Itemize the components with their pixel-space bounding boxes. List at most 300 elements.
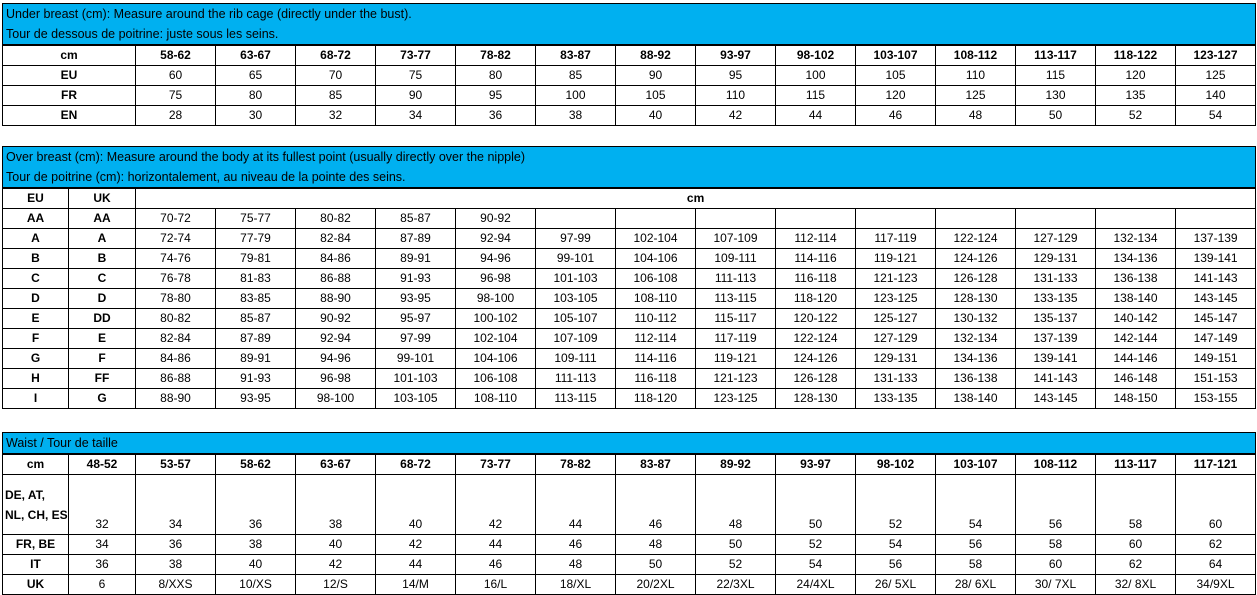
size-value: 60 <box>1016 555 1096 575</box>
range-value: 92-94 <box>456 229 536 249</box>
size-value: 62 <box>1096 555 1176 575</box>
size-header: 123-127 <box>1176 46 1256 66</box>
waist-row <box>3 575 1256 595</box>
over-breast-row <box>3 369 1256 389</box>
uk-cup: F <box>69 349 136 369</box>
size-value: 115 <box>1016 66 1096 86</box>
size-value: 90 <box>376 86 456 106</box>
size-value: 28/ 6XL <box>936 575 1016 595</box>
size-value: 22/3XL <box>696 575 776 595</box>
size-value: 115 <box>776 86 856 106</box>
range-value: 148-150 <box>1096 389 1176 409</box>
range-value: 142-144 <box>1096 329 1176 349</box>
range-value: 114-116 <box>776 249 856 269</box>
range-value: 104-106 <box>616 249 696 269</box>
size-value: 20/2XL <box>616 575 696 595</box>
over-breast-row <box>3 309 1256 329</box>
range-value <box>1096 209 1176 229</box>
range-value: 123-125 <box>856 289 936 309</box>
range-value: 102-104 <box>616 229 696 249</box>
size-value: 80 <box>456 66 536 86</box>
size-header: 68-72 <box>376 455 456 475</box>
size-value: 70 <box>296 66 376 86</box>
eu-cup: G <box>3 349 69 369</box>
range-value: 93-95 <box>216 389 296 409</box>
size-value: 34 <box>376 106 456 126</box>
range-value: 143-145 <box>1176 289 1256 309</box>
range-value: 100-102 <box>456 309 536 329</box>
range-value: 145-147 <box>1176 309 1256 329</box>
range-value: 82-84 <box>296 229 376 249</box>
size-value: 42 <box>456 475 536 535</box>
range-value <box>856 209 936 229</box>
size-value: 54 <box>776 555 856 575</box>
size-value: 85 <box>296 86 376 106</box>
range-value: 89-91 <box>216 349 296 369</box>
range-value: 127-129 <box>856 329 936 349</box>
range-value: 138-140 <box>1096 289 1176 309</box>
range-value: 86-88 <box>136 369 216 389</box>
range-value: 108-110 <box>616 289 696 309</box>
size-value: 14/M <box>376 575 456 595</box>
size-value: 95 <box>456 86 536 106</box>
header-uk: UK <box>69 189 136 209</box>
size-value: 52 <box>776 535 856 555</box>
under-breast-table <box>2 45 1256 126</box>
size-value: 105 <box>616 86 696 106</box>
range-value: 94-96 <box>456 249 536 269</box>
range-value: 89-91 <box>376 249 456 269</box>
row-label-de-line1: DE, AT, <box>5 487 46 502</box>
range-value: 126-128 <box>776 369 856 389</box>
range-value: 92-94 <box>296 329 376 349</box>
range-value: 141-143 <box>1016 369 1096 389</box>
range-value: 90-92 <box>456 209 536 229</box>
range-value: 117-119 <box>696 329 776 349</box>
size-value: 40 <box>296 535 376 555</box>
size-value: 56 <box>1016 475 1096 535</box>
size-header: 83-87 <box>536 46 616 66</box>
range-value: 75-77 <box>216 209 296 229</box>
row-label: EU <box>3 66 136 86</box>
range-value: 84-86 <box>136 349 216 369</box>
range-value: 101-103 <box>536 269 616 289</box>
range-value: 113-115 <box>696 289 776 309</box>
row-label: EN <box>3 106 136 126</box>
uk-cup: FF <box>69 369 136 389</box>
range-value: 96-98 <box>296 369 376 389</box>
size-value: 110 <box>696 86 776 106</box>
over-breast-banner <box>2 146 1256 188</box>
size-header: 113-117 <box>1016 46 1096 66</box>
range-value: 149-151 <box>1176 349 1256 369</box>
under-breast-row <box>3 66 1256 86</box>
size-value: 58 <box>1096 475 1176 535</box>
size-header: 108-112 <box>1016 455 1096 475</box>
uk-cup: AA <box>69 209 136 229</box>
size-value: 34 <box>69 535 136 555</box>
size-value: 32 <box>69 475 136 535</box>
size-value: 38 <box>536 106 616 126</box>
range-value: 116-118 <box>776 269 856 289</box>
waist-row <box>3 555 1256 575</box>
size-header: 73-77 <box>456 455 536 475</box>
row-label: cm <box>3 455 69 475</box>
size-value: 58 <box>936 555 1016 575</box>
range-value: 85-87 <box>376 209 456 229</box>
size-header: 113-117 <box>1096 455 1176 475</box>
range-value: 133-135 <box>1016 289 1096 309</box>
size-value: 58 <box>1016 535 1096 555</box>
eu-cup: E <box>3 309 69 329</box>
range-value: 130-132 <box>936 309 1016 329</box>
range-value: 108-110 <box>456 389 536 409</box>
size-value: 60 <box>1176 475 1256 535</box>
size-value: 10/XS <box>216 575 296 595</box>
range-value: 94-96 <box>296 349 376 369</box>
range-value <box>1016 209 1096 229</box>
uk-cup: A <box>69 229 136 249</box>
range-value: 140-142 <box>1096 309 1176 329</box>
size-value: 95 <box>696 66 776 86</box>
size-header: 78-82 <box>456 46 536 66</box>
over-breast-row <box>3 389 1256 409</box>
uk-cup: DD <box>69 309 136 329</box>
size-value: 46 <box>456 555 536 575</box>
range-value: 139-141 <box>1176 249 1256 269</box>
size-value: 32 <box>296 106 376 126</box>
row-label-de-line2: NL, CH, ES <box>5 507 68 522</box>
over-breast-row <box>3 349 1256 369</box>
header-eu: EU <box>3 189 69 209</box>
size-value: 54 <box>936 475 1016 535</box>
eu-cup: C <box>3 269 69 289</box>
size-value: 65 <box>216 66 296 86</box>
waist-de-row <box>3 475 1256 535</box>
range-value: 97-99 <box>536 229 616 249</box>
size-value: 8/XXS <box>136 575 216 595</box>
size-value: 36 <box>136 535 216 555</box>
range-value: 120-122 <box>776 309 856 329</box>
range-value: 101-103 <box>376 369 456 389</box>
eu-cup: B <box>3 249 69 269</box>
range-value: 80-82 <box>136 309 216 329</box>
size-header: 88-92 <box>616 46 696 66</box>
size-value: 52 <box>1096 106 1176 126</box>
range-value: 102-104 <box>456 329 536 349</box>
size-value: 56 <box>856 555 936 575</box>
waist-header-row <box>3 455 1256 475</box>
size-value: 26/ 5XL <box>856 575 936 595</box>
size-value: 36 <box>216 475 296 535</box>
size-value: 125 <box>1176 66 1256 86</box>
range-value: 138-140 <box>936 389 1016 409</box>
under-breast-title-fr: Tour de dessous de poitrine: juste sous les seins. <box>6 27 279 41</box>
under-breast-title-en: Under breast (cm): Measure around the rib cage (directly under the bust). <box>6 7 412 21</box>
range-value: 106-108 <box>616 269 696 289</box>
under-breast-banner <box>2 3 1256 45</box>
waist-row <box>3 535 1256 555</box>
size-value: 36 <box>69 555 136 575</box>
range-value: 122-124 <box>776 329 856 349</box>
range-value: 87-89 <box>376 229 456 249</box>
size-value: 50 <box>1016 106 1096 126</box>
size-value: 80 <box>216 86 296 106</box>
range-value: 128-130 <box>936 289 1016 309</box>
range-value: 136-138 <box>936 369 1016 389</box>
waist-table <box>2 454 1256 595</box>
range-value: 111-113 <box>696 269 776 289</box>
range-value: 121-123 <box>696 369 776 389</box>
uk-cup: B <box>69 249 136 269</box>
size-value: 12/S <box>296 575 376 595</box>
size-header: 63-67 <box>296 455 376 475</box>
over-breast-title-fr: Tour de poitrine (cm): horizontalement, au niveau de la pointe des seins. <box>6 170 406 184</box>
under-breast-row <box>3 106 1256 126</box>
size-value: 130 <box>1016 86 1096 106</box>
size-value: 135 <box>1096 86 1176 106</box>
eu-cup: H <box>3 369 69 389</box>
size-value: 44 <box>536 475 616 535</box>
size-header: 68-72 <box>296 46 376 66</box>
size-value: 32/ 8XL <box>1096 575 1176 595</box>
range-value: 146-148 <box>1096 369 1176 389</box>
size-value: 110 <box>936 66 1016 86</box>
size-header: 103-107 <box>936 455 1016 475</box>
over-breast-row <box>3 329 1256 349</box>
range-value <box>616 209 696 229</box>
row-label: cm <box>3 46 136 66</box>
size-value: 48 <box>696 475 776 535</box>
range-value: 96-98 <box>456 269 536 289</box>
range-value: 85-87 <box>216 309 296 329</box>
size-value: 40 <box>376 475 456 535</box>
size-header: 63-67 <box>216 46 296 66</box>
row-label: IT <box>3 555 69 575</box>
over-breast-header-row <box>3 189 1256 209</box>
over-breast-table <box>2 188 1256 409</box>
uk-cup: G <box>69 389 136 409</box>
row-label: UK <box>3 575 69 595</box>
range-value: 153-155 <box>1176 389 1256 409</box>
size-value: 24/4XL <box>776 575 856 595</box>
size-header: 93-97 <box>776 455 856 475</box>
range-value: 86-88 <box>296 269 376 289</box>
size-value: 50 <box>616 555 696 575</box>
size-value: 38 <box>296 475 376 535</box>
size-header: 89-92 <box>696 455 776 475</box>
range-value: 115-117 <box>696 309 776 329</box>
size-value: 100 <box>776 66 856 86</box>
size-value: 34 <box>136 475 216 535</box>
size-header: 98-102 <box>856 455 936 475</box>
range-value: 78-80 <box>136 289 216 309</box>
range-value: 109-111 <box>536 349 616 369</box>
range-value: 133-135 <box>856 389 936 409</box>
range-value: 122-124 <box>936 229 1016 249</box>
range-value: 129-131 <box>1016 249 1096 269</box>
size-value: 38 <box>136 555 216 575</box>
range-value: 98-100 <box>456 289 536 309</box>
size-value: 56 <box>936 535 1016 555</box>
size-value: 40 <box>216 555 296 575</box>
range-value: 141-143 <box>1176 269 1256 289</box>
range-value: 129-131 <box>856 349 936 369</box>
size-header: 93-97 <box>696 46 776 66</box>
waist-banner <box>2 432 1256 454</box>
size-value: 75 <box>136 86 216 106</box>
over-breast-title-en: Over breast (cm): Measure around the body at its fullest point (usually directly over the nipple) <box>6 150 525 164</box>
size-value: 105 <box>856 66 936 86</box>
size-value: 44 <box>776 106 856 126</box>
range-value: 136-138 <box>1096 269 1176 289</box>
range-value <box>696 209 776 229</box>
range-value: 117-119 <box>856 229 936 249</box>
range-value: 135-137 <box>1016 309 1096 329</box>
over-breast-row <box>3 269 1256 289</box>
range-value: 81-83 <box>216 269 296 289</box>
range-value: 84-86 <box>296 249 376 269</box>
range-value: 127-129 <box>1016 229 1096 249</box>
range-value: 112-114 <box>776 229 856 249</box>
range-value: 143-145 <box>1016 389 1096 409</box>
range-value: 118-120 <box>776 289 856 309</box>
size-value: 46 <box>856 106 936 126</box>
row-label: FR, BE <box>3 535 69 555</box>
header-cm: cm <box>136 189 1256 209</box>
range-value: 79-81 <box>216 249 296 269</box>
size-value: 48 <box>536 555 616 575</box>
range-value: 103-105 <box>376 389 456 409</box>
range-value: 91-93 <box>376 269 456 289</box>
range-value: 103-105 <box>536 289 616 309</box>
range-value: 98-100 <box>296 389 376 409</box>
range-value: 70-72 <box>136 209 216 229</box>
range-value: 77-79 <box>216 229 296 249</box>
over-breast-row <box>3 229 1256 249</box>
range-value: 93-95 <box>376 289 456 309</box>
range-value: 97-99 <box>376 329 456 349</box>
range-value: 91-93 <box>216 369 296 389</box>
size-header: 73-77 <box>376 46 456 66</box>
size-value: 42 <box>696 106 776 126</box>
size-value: 62 <box>1176 535 1256 555</box>
range-value <box>536 209 616 229</box>
range-value: 95-97 <box>376 309 456 329</box>
size-value: 46 <box>536 535 616 555</box>
size-header: 118-122 <box>1096 46 1176 66</box>
range-value: 125-127 <box>856 309 936 329</box>
size-header: 48-52 <box>69 455 136 475</box>
size-value: 54 <box>856 535 936 555</box>
range-value: 121-123 <box>856 269 936 289</box>
range-value: 114-116 <box>616 349 696 369</box>
size-value: 120 <box>1096 66 1176 86</box>
size-value: 85 <box>536 66 616 86</box>
range-value: 72-74 <box>136 229 216 249</box>
size-value: 60 <box>136 66 216 86</box>
range-value: 116-118 <box>616 369 696 389</box>
size-value: 100 <box>536 86 616 106</box>
range-value: 118-120 <box>616 389 696 409</box>
size-header: 53-57 <box>136 455 216 475</box>
size-value: 36 <box>456 106 536 126</box>
size-value: 90 <box>616 66 696 86</box>
range-value: 131-133 <box>1016 269 1096 289</box>
range-value: 119-121 <box>696 349 776 369</box>
range-value: 126-128 <box>936 269 1016 289</box>
size-value: 140 <box>1176 86 1256 106</box>
size-value: 120 <box>856 86 936 106</box>
range-value: 144-146 <box>1096 349 1176 369</box>
size-value: 64 <box>1176 555 1256 575</box>
size-header: 58-62 <box>216 455 296 475</box>
uk-cup: D <box>69 289 136 309</box>
size-value: 16/L <box>456 575 536 595</box>
range-value: 132-134 <box>936 329 1016 349</box>
range-value: 119-121 <box>856 249 936 269</box>
size-header: 78-82 <box>536 455 616 475</box>
range-value: 99-101 <box>536 249 616 269</box>
range-value: 83-85 <box>216 289 296 309</box>
range-value: 134-136 <box>1096 249 1176 269</box>
eu-cup: AA <box>3 209 69 229</box>
size-value: 46 <box>616 475 696 535</box>
over-breast-row <box>3 209 1256 229</box>
size-value: 52 <box>856 475 936 535</box>
range-value <box>936 209 1016 229</box>
size-value: 44 <box>376 555 456 575</box>
range-value <box>1176 209 1256 229</box>
range-value <box>776 209 856 229</box>
range-value: 113-115 <box>536 389 616 409</box>
uk-cup: C <box>69 269 136 289</box>
range-value: 151-153 <box>1176 369 1256 389</box>
range-value: 88-90 <box>136 389 216 409</box>
range-value: 137-139 <box>1176 229 1256 249</box>
range-value: 106-108 <box>456 369 536 389</box>
eu-cup: D <box>3 289 69 309</box>
range-value: 134-136 <box>936 349 1016 369</box>
size-header: 58-62 <box>136 46 216 66</box>
size-value: 40 <box>616 106 696 126</box>
under-breast-section <box>2 3 1256 126</box>
size-header: 98-102 <box>776 46 856 66</box>
range-value: 107-109 <box>696 229 776 249</box>
size-value: 18/XL <box>536 575 616 595</box>
size-value: 42 <box>296 555 376 575</box>
range-value: 82-84 <box>136 329 216 349</box>
size-value: 60 <box>1096 535 1176 555</box>
range-value: 128-130 <box>776 389 856 409</box>
size-value: 54 <box>1176 106 1256 126</box>
eu-cup: I <box>3 389 69 409</box>
range-value: 104-106 <box>456 349 536 369</box>
size-value: 48 <box>616 535 696 555</box>
range-value: 105-107 <box>536 309 616 329</box>
range-value: 147-149 <box>1176 329 1256 349</box>
range-value: 88-90 <box>296 289 376 309</box>
size-header: 108-112 <box>936 46 1016 66</box>
size-header: 83-87 <box>616 455 696 475</box>
size-value: 42 <box>376 535 456 555</box>
size-value: 30/ 7XL <box>1016 575 1096 595</box>
size-value: 38 <box>216 535 296 555</box>
waist-title: Waist / Tour de taille <box>6 436 118 450</box>
over-breast-row <box>3 289 1256 309</box>
size-value: 75 <box>376 66 456 86</box>
size-value: 44 <box>456 535 536 555</box>
